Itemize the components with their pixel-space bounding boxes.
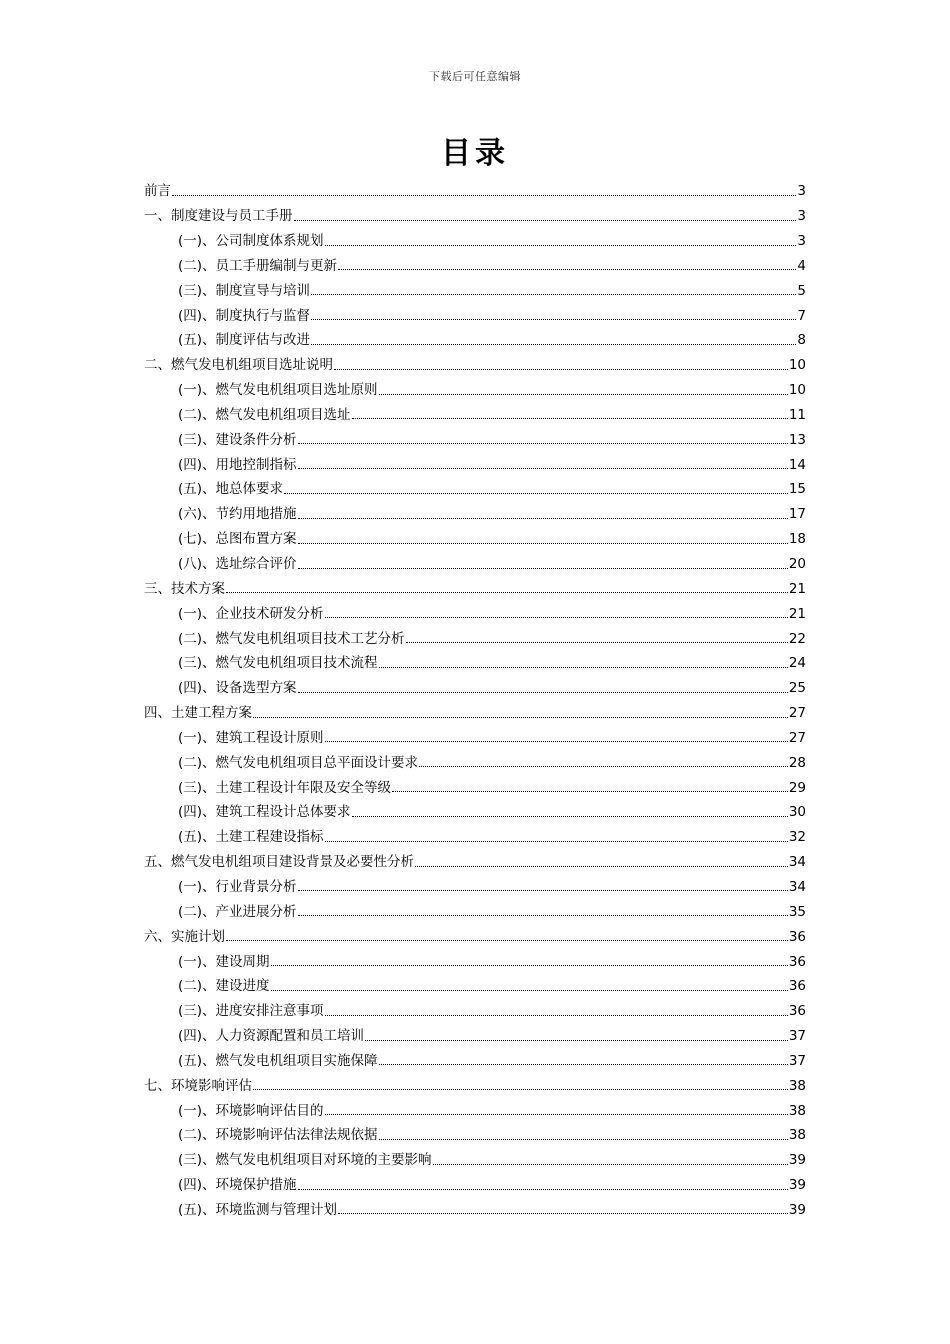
toc-entry-label: (二)、员工手册编制与更新: [178, 257, 338, 274]
toc-entry-page-number: 14: [788, 456, 806, 473]
toc-dot-leader: [226, 940, 788, 941]
toc-entry[interactable]: [144, 499, 806, 524]
toc-title: 目录: [441, 136, 509, 171]
toc-entry[interactable]: [144, 251, 806, 276]
toc-dot-leader: [311, 319, 796, 320]
toc-dot-leader: [271, 990, 788, 991]
toc-entry-page-number: 38: [788, 1102, 806, 1119]
toc-entry-page-number: 4: [797, 257, 806, 274]
toc-entry[interactable]: [144, 201, 806, 226]
toc-entry-label: (七)、总图布置方案: [178, 531, 297, 548]
toc-entry-page-number: 8: [797, 332, 806, 349]
toc-entry-label: (四)、设备选型方案: [178, 680, 297, 697]
toc-entry-page-number: 38: [788, 1127, 806, 1144]
toc-entry-label: (一)、建筑工程设计原则: [178, 729, 324, 746]
toc-entry[interactable]: [144, 226, 806, 251]
toc-dot-leader: [325, 617, 788, 618]
toc-dot-leader: [334, 369, 788, 370]
toc-entry[interactable]: [144, 872, 806, 897]
toc-entry[interactable]: [144, 574, 806, 599]
toc-entry-page-number: 28: [788, 754, 806, 771]
toc-dot-leader: [298, 568, 788, 569]
toc-dot-leader: [365, 1040, 788, 1041]
toc-entry-page-number: 39: [788, 1201, 806, 1218]
toc-entry-page-number: 30: [788, 804, 806, 821]
toc-entry-page-number: 29: [788, 779, 806, 796]
toc-dot-leader: [298, 518, 788, 519]
toc-entry[interactable]: [144, 474, 806, 499]
toc-entry[interactable]: [144, 723, 806, 748]
toc-entry-label: (五)、土建工程建设指标: [178, 829, 324, 846]
toc-entry-page-number: 22: [788, 630, 806, 647]
toc-entry[interactable]: [144, 648, 806, 673]
toc-entry-label: (六)、节约用地措施: [178, 506, 297, 523]
toc-entry-label: (三)、燃气发电机组项目对环境的主要影响: [178, 1152, 432, 1169]
toc-entry-label: (三)、建设条件分析: [178, 431, 297, 448]
toc-entry[interactable]: [144, 325, 806, 350]
toc-entry[interactable]: [144, 822, 806, 847]
toc-entry-label: (一)、建设周期: [178, 953, 270, 970]
toc-entry-label: (三)、燃气发电机组项目技术流程: [178, 655, 378, 672]
toc-entry-page-number: 35: [788, 903, 806, 920]
toc-entry[interactable]: [144, 847, 806, 872]
toc-entry-page-number: 34: [788, 854, 806, 871]
toc-entry-label: (二)、燃气发电机组项目技术工艺分析: [178, 630, 405, 647]
toc-entry[interactable]: [144, 623, 806, 648]
toc-entry[interactable]: [144, 1021, 806, 1046]
toc-dot-leader: [419, 766, 788, 767]
toc-entry[interactable]: [144, 971, 806, 996]
toc-entry[interactable]: [144, 673, 806, 698]
toc-entry-page-number: 15: [788, 481, 806, 498]
toc-dot-leader: [325, 741, 788, 742]
toc-entry-label: 六、实施计划: [144, 928, 225, 945]
toc-entry-page-number: 38: [788, 1077, 806, 1094]
toc-entry-page-number: 10: [788, 382, 806, 399]
toc-entry-page-number: 32: [788, 829, 806, 846]
toc-entry-page-number: 3: [797, 208, 806, 225]
toc-entry-label: (一)、行业背景分析: [178, 878, 297, 895]
toc-entry-label: (三)、土建工程设计年限及安全等级: [178, 779, 392, 796]
toc-dot-leader: [392, 791, 788, 792]
toc-entry-page-number: 25: [788, 680, 806, 697]
toc-entry-page-number: 34: [788, 878, 806, 895]
toc-dot-leader: [298, 543, 788, 544]
toc-dot-leader: [253, 717, 788, 718]
toc-entry[interactable]: [144, 449, 806, 474]
toc-entry-page-number: 27: [788, 729, 806, 746]
toc-entry-page-number: 20: [788, 556, 806, 572]
toc-dot-leader: [298, 443, 788, 444]
toc-entry-page-number: 3: [797, 183, 806, 200]
toc-entry-label: 五、燃气发电机组项目建设背景及必要性分析: [144, 854, 414, 871]
toc-entry-page-number: 39: [788, 1177, 806, 1194]
toc-entry[interactable]: [144, 400, 806, 425]
toc-entry[interactable]: [144, 1046, 806, 1071]
toc-entry-label: (四)、环境保护措施: [178, 1177, 297, 1194]
toc-entry[interactable]: [144, 1095, 806, 1120]
toc-entry-label: (一)、企业技术研发分析: [178, 605, 324, 622]
toc-entry-label: (二)、建设进度: [178, 978, 270, 995]
toc-entry-label: 四、土建工程方案: [144, 705, 252, 722]
toc-entry-label: (四)、制度执行与监督: [178, 307, 311, 324]
toc-entry-label: (二)、燃气发电机组项目选址: [178, 406, 351, 423]
header-note: 下载后可任意编辑: [429, 70, 521, 83]
toc-dot-leader: [311, 294, 796, 295]
toc-entry[interactable]: [144, 896, 806, 921]
toc-entry-page-number: 18: [788, 531, 806, 548]
toc-entry-page-number: 17: [788, 506, 806, 523]
toc-dot-leader: [352, 418, 788, 419]
toc-entry-label: 二、燃气发电机组项目选址说明: [144, 357, 333, 374]
toc-entry-page-number: 24: [788, 655, 806, 672]
toc-entry-label: 一、制度建设与员工手册: [144, 208, 293, 225]
toc-dot-leader: [325, 1114, 788, 1115]
toc-dot-leader: [271, 965, 788, 966]
toc-entry[interactable]: [144, 375, 806, 400]
toc-entry-label: (一)、燃气发电机组项目选址原则: [178, 382, 378, 399]
toc-entry[interactable]: [144, 797, 806, 822]
toc-entry[interactable]: [144, 1120, 806, 1145]
toc-dot-leader: [311, 344, 796, 345]
toc-entry-page-number: 36: [788, 953, 806, 970]
toc-dot-leader: [338, 1213, 788, 1214]
toc-entry-label: (二)、燃气发电机组项目总平面设计要求: [178, 754, 419, 771]
toc-dot-leader: [226, 592, 788, 593]
toc-entry[interactable]: [144, 424, 806, 449]
toc-entry-label: (二)、环境影响评估法律法规依据: [178, 1127, 378, 1144]
toc-dot-leader: [338, 269, 796, 270]
toc-entry-page-number: 10: [788, 357, 806, 374]
toc-entry[interactable]: [144, 698, 806, 723]
toc-dot-leader: [379, 1064, 788, 1065]
toc-dot-leader: [298, 468, 788, 469]
toc-dot-leader: [379, 1139, 788, 1140]
toc-entry[interactable]: [144, 921, 806, 946]
toc-dot-leader: [298, 890, 788, 891]
toc-entry-label: (五)、地总体要求: [178, 481, 284, 498]
toc-dot-leader: [284, 493, 788, 494]
toc-entry-page-number: 7: [797, 307, 806, 324]
toc-dot-leader: [379, 667, 788, 668]
toc-entry-label: 七、环境影响评估: [144, 1077, 252, 1094]
toc-entry-label: (一)、环境影响评估目的: [178, 1102, 324, 1119]
toc-entry-label: (三)、进度安排注意事项: [178, 1003, 324, 1020]
toc-entry-page-number: 37: [788, 1028, 806, 1045]
toc-entry-page-number: 11: [788, 406, 806, 423]
toc-entry[interactable]: [144, 598, 806, 623]
toc-dot-leader: [172, 195, 796, 196]
toc-entry-label: 前言: [144, 183, 171, 200]
toc-entry[interactable]: [144, 549, 806, 574]
toc-entry-page-number: 5: [797, 282, 806, 299]
toc-entry[interactable]: [144, 524, 806, 549]
toc-dot-leader: [253, 1089, 788, 1090]
toc-entry-label: (三)、制度宣导与培训: [178, 282, 311, 299]
toc-entry[interactable]: [144, 1195, 806, 1220]
toc-entry[interactable]: [144, 176, 806, 201]
toc-entry-label: (四)、人力资源配置和员工培训: [178, 1028, 365, 1045]
toc-entry-label: (二)、产业进展分析: [178, 903, 297, 920]
toc-entry-label: (一)、公司制度体系规划: [178, 233, 324, 250]
toc-dot-leader: [352, 816, 788, 817]
toc-entry-label: (五)、燃气发电机组项目实施保障: [178, 1052, 378, 1069]
toc-dot-leader: [298, 1189, 788, 1190]
toc-entry[interactable]: [144, 996, 806, 1021]
toc-entry-page-number: 13: [788, 431, 806, 448]
toc-entry-page-number: 21: [788, 605, 806, 622]
toc-dot-leader: [406, 642, 788, 643]
toc-dot-leader: [379, 394, 788, 395]
toc-entry-label: 三、技术方案: [144, 580, 225, 597]
toc-entry-page-number: 37: [788, 1052, 806, 1069]
toc-entry-label: (四)、建筑工程设计总体要求: [178, 804, 351, 821]
toc-entry-label: (五)、制度评估与改进: [178, 332, 311, 349]
toc-entry-label: (四)、用地控制指标: [178, 456, 297, 473]
toc-dot-leader: [294, 220, 797, 221]
toc-entry-page-number: 21: [788, 580, 806, 597]
toc-entry[interactable]: [144, 747, 806, 772]
toc-entry[interactable]: [144, 350, 806, 375]
toc-entry-page-number: 27: [788, 705, 806, 722]
toc-dot-leader: [325, 841, 788, 842]
toc-entry[interactable]: [144, 275, 806, 300]
toc-dot-leader: [415, 866, 788, 867]
toc-entry-page-number: 39: [788, 1152, 806, 1169]
toc-entry-page-number: 36: [788, 1003, 806, 1020]
toc-entry[interactable]: [144, 946, 806, 971]
toc-entry-label: (五)、环境监测与管理计划: [178, 1201, 338, 1218]
toc-entry-page-number: 3: [797, 233, 806, 250]
table-of-contents: [144, 176, 806, 1219]
toc-entry-page-number: 36: [788, 978, 806, 995]
toc-dot-leader: [325, 245, 797, 246]
toc-entry[interactable]: [144, 300, 806, 325]
toc-entry-label: (八)、选址综合评价: [178, 556, 297, 572]
toc-entry[interactable]: [144, 1170, 806, 1195]
toc-entry[interactable]: [144, 772, 806, 797]
toc-dot-leader: [298, 915, 788, 916]
toc-dot-leader: [298, 692, 788, 693]
toc-dot-leader: [433, 1164, 788, 1165]
toc-entry[interactable]: [144, 1145, 806, 1170]
toc-entry[interactable]: [144, 1070, 806, 1095]
toc-entry-page-number: 36: [788, 928, 806, 945]
toc-dot-leader: [325, 1015, 788, 1016]
